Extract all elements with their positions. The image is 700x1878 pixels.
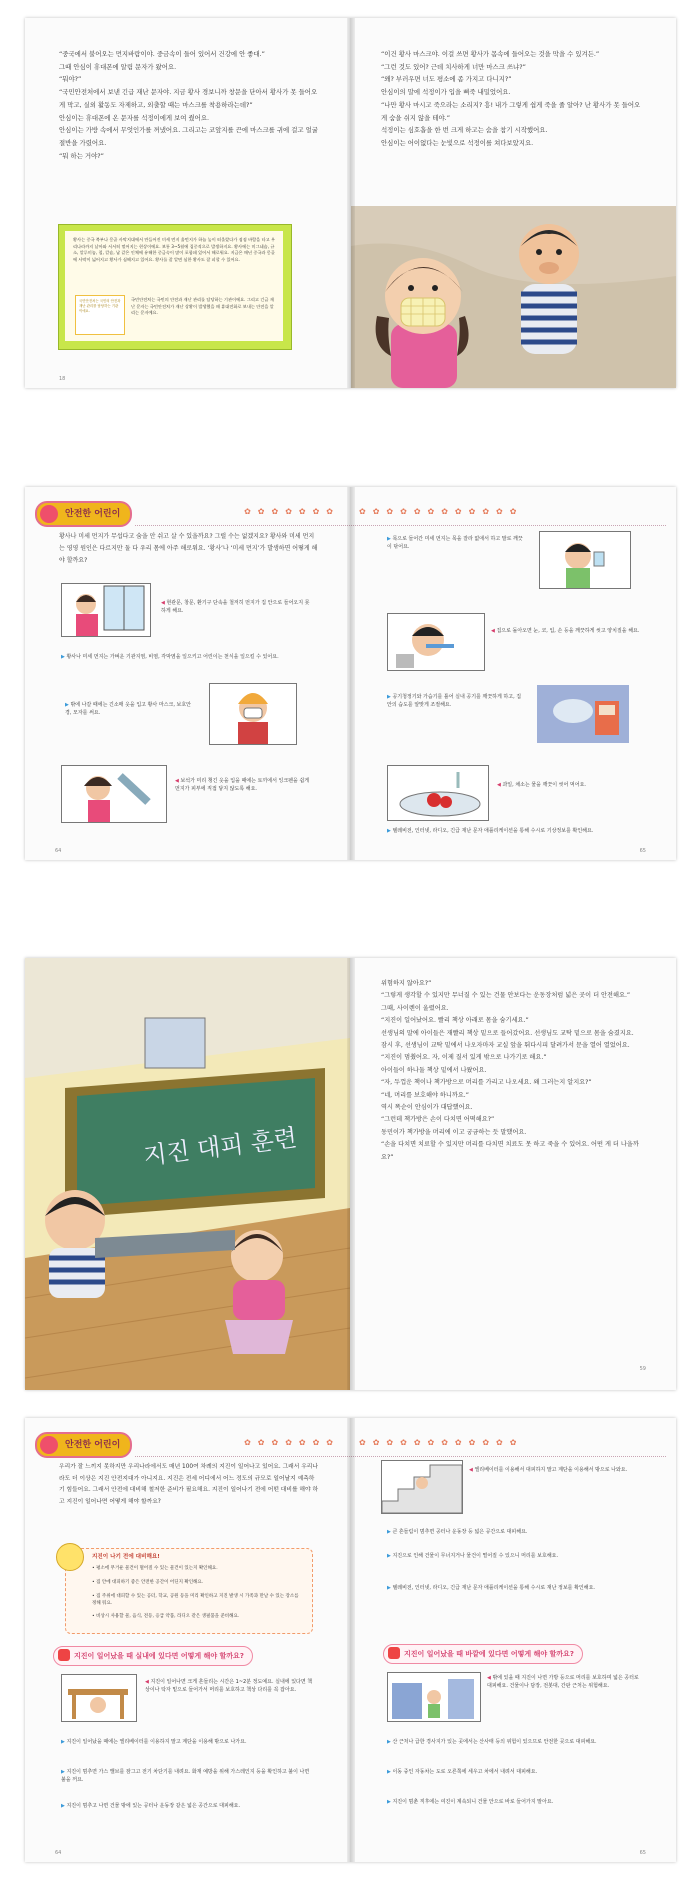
caption-under-desk: ◀ 지진이 일어나면 크게 흔들리는 시간은 1~2분 정도예요. 실내에 있다면 책상이나 탁자 밑으로 들어가서 머리를 보호하고 책상 다리를 꼭 잡아요.: [145, 1679, 313, 1693]
caption-no-elevator: ▶ 지진이 일어났을 때에는 엘리베이터를 이용하지 말고 계단을 이용해 밖으로 나가요.: [61, 1739, 247, 1745]
story-illustration-mask: [351, 206, 676, 388]
paragraph: “그런데 책가방은 손이 다치면 어떡해요?”: [381, 1116, 495, 1124]
paragraph: “이건 황사 마스크야. 이걸 쓰면 황사가 몸속에 들어오는 것을 막을 수 있겨든.”: [381, 50, 600, 58]
caption-stairs: ◀ 엘리베이터를 이용해서 대피하지 말고 계단을 이용해서 밖으로 나와요.: [469, 1467, 628, 1473]
paragraph: 동민이가 책가방을 머리에 이고 궁금하는 듯 말했어요.: [381, 1128, 527, 1136]
book-spread-2: [25, 487, 676, 860]
caption-protect-head: ▶ 지진으로 인해 건물이 무너지거나 물건이 떨어질 수 있으니 머리를 보호해요.: [387, 1553, 559, 1559]
section-header: [25, 495, 350, 523]
illustration-stairs: [381, 1460, 463, 1514]
page-65: [351, 487, 676, 860]
caption-check-news: ▶ 텔레비전, 인터넷, 라디오, 긴급 재난 문자 애플리케이션을 통해 수시로 기상정보를 확인해요.: [387, 828, 594, 834]
caption-wash-fruit: ◀ 과일, 채소는 물을 깨끗이 씻어 먹어요.: [497, 782, 587, 788]
preparation-box-title: 지진이 나기 전에 대비해요!: [92, 1554, 160, 1560]
page-number: 18: [59, 376, 66, 382]
info-note-paper: [65, 231, 283, 341]
section-header-right: [351, 1426, 676, 1454]
paragraph: 안심이의 말에 석정이가 입을 삐죽 내밀었어요.: [381, 88, 511, 97]
section-title: 안전한 어린이: [65, 1440, 121, 1450]
caption-disaster-info: ▶ 텔레비전, 인터넷, 라디오, 긴급 재난 문자 애플리케이션을 통해 수시로 재난 정보를 확인해요.: [387, 1585, 595, 1591]
paragraph: “왜? 부러우면 너도 평소에 좀 가지고 다니지?”: [381, 75, 512, 84]
caption-open-area: ▶ 큰 흔들림이 멈추면 공터나 운동장 등 넓은 공간으로 대피해요.: [387, 1529, 528, 1535]
classroom-earthquake-illustration: [25, 958, 350, 1390]
intro-text: 우리가 잘 느끼지 못하지만 우리나라에서도 매년 100여 차례의 지진이 일어나고 있어요. 그래서 우리나라도 더 이상은 지진 안전지대가 아니지요. 지진은 전세 어디에서 어느 정도의 규모로 일어날지 예측하기 힘들어요. 그래서 안전에 대비해 철저한 준비가 필요해요. 지진이 일어나기 전에 어떤 대비를 해야 하고 지진이 일어나면 어떻게 해야 할까요?: [59, 1464, 319, 1505]
paragraph: 석정이는 심호흡을 한 번 크게 하고는 숨을 참기 시작했어요.: [381, 126, 548, 135]
divider: [135, 525, 350, 526]
section-badge: [35, 501, 132, 527]
boy-illustration: [519, 224, 579, 354]
story-text-earthquake: [381, 978, 643, 1164]
caption-gas-valve: ▶ 지진이 멈추면 가스 밸브를 잠그고 전기 차단기를 내려요. 화재 예방을 위해 가스레인지 등을 확인하고 불이 나면 불을 꺼요.: [61, 1769, 310, 1783]
outdoor-quake-heading: 지진이 일어났을 때 바깥에 있다면 어떻게 해야 할까요?: [383, 1644, 583, 1664]
info-note-text: 황사는 중국 북부나 몽골 사막지대에서 만들어진 미세 먼지 흙먼지가 하늘 높이 떠올랐다가 점점 바람을 타고 우리나라까지 날아와 서서히 떨어지는 현상이에요. 보통 3~5월에 집중적으로 발생하지요. 황사에는 미그네슘, 규소, 알루미늄, 철, 칼슘, 납 같은 인체에 유해한 중금속이 많이 포함돼 있어서 해로워요. 지금은 매년 중국과 몽골에 사막이 넓어지고 황사가 심해지고 있어요. 황사를 잘 알면 심한 황사도 잘 피할 수 있어요.: [73, 237, 276, 262]
divider: [135, 1456, 350, 1457]
caption-shake-clothes: ◀ 보석가 미리 챙긴 옷을 입을 때에는 토끼에서 잉크펜을 쉽게 먼지가 피부에 직접 닿지 않도록 해요.: [175, 778, 310, 792]
page-number: 65: [639, 1850, 646, 1856]
book-gutter: [347, 958, 355, 1390]
decorative-dots: ✿✿✿✿✿✿✿: [244, 507, 340, 516]
info-note-subtext: 국민안전처는 국민의 안전과 재난 관리를 담당하는 기관이에요. 그리고 긴급 재난 문자는 국민안전처가 재난 상황이 발생했을 때 휴대전화로 보내는 안전을 알리는 문자예요.: [131, 297, 274, 316]
preparation-item: • 집 안에 대피하기 좋은 안전한 공간이 어딘지 확인해요.: [92, 1580, 204, 1585]
illustration-wash-fruit: [387, 765, 489, 821]
paragraph: 아이들이 하나둘 책상 밑에서 나왔어요.: [381, 1066, 487, 1074]
page-number: 64: [55, 848, 62, 854]
story-text-left: [59, 48, 321, 162]
caption-car: ▶ 이동 중인 자동차는 도로 오른쪽에 세우고 차에서 내려서 대피해요.: [387, 1769, 538, 1775]
section-header-right: [351, 495, 676, 523]
safety-icon: [40, 1436, 58, 1454]
book-spread-4: [25, 1418, 676, 1862]
paragraph: 그때 안심이 휴대폰에 알림 문자가 왔어요.: [59, 62, 177, 71]
book-gutter: [347, 1418, 355, 1862]
paragraph: “중국에서 불어오는 먼지바람이야. 중금속이 들어 있어서 건강에 안 좋대.”: [59, 50, 265, 58]
caption-landslide: ▶ 산 근처나 급한 경사지가 있는 곳에서는 산사태 등의 위험이 있으므로 안전한 곳으로 대피해요.: [387, 1739, 597, 1745]
paragraph: 그때, 사이렌이 울렸어요.: [381, 1004, 449, 1012]
paragraph: 안심이는 휴대폰에 온 문자를 석정이에게 보여 줬어요.: [59, 113, 210, 122]
page-number: 59: [639, 1366, 646, 1372]
book-spread-3: [25, 958, 676, 1390]
section-badge: [35, 1432, 132, 1458]
preparation-item: • 비상시 사용할 물, 음식, 전등, 응급 약품, 라디오 같은 생필품을 준비해요.: [92, 1614, 240, 1619]
caption-air-purifier: ▶ 공기청정기와 가습기를 틀어 실내 공기를 깨끗하게 하고, 집 안의 습도를 알맞게 조절해요.: [387, 694, 522, 708]
paragraph: “그런 것도 있어? 근데 치사하게 너만 마스크 쓰냐?”: [381, 62, 526, 71]
illustration-humidifier: [537, 685, 629, 743]
illustration-window: [61, 583, 151, 637]
book-gutter: [347, 18, 355, 388]
divider: [351, 525, 666, 526]
caption-dust-harm: ▶ 황사나 미세 먼지는 가벼운 기관지염, 비염, 각막염을 일으키고 어린이는 천식을 일으킬 수 있어요.: [61, 654, 279, 660]
page-number: 65: [639, 848, 646, 854]
safety-icon: [40, 505, 58, 523]
caption-aftershock: ▶ 지진이 멈춘 직후에는 여진이 계속되니 건물 안으로 바로 들어가지 말아요.: [387, 1799, 554, 1805]
preparation-item: • 집 주위에 대피할 수 있는 공터, 학교, 공원 등을 미리 확인하고 지진 발생 시 가족과 만날 수 있는 장소를 정해 둬요.: [92, 1594, 299, 1606]
section-title: 안전한 어린이: [65, 509, 121, 519]
page-65-earthquake: [351, 1418, 676, 1862]
page-18: [25, 18, 350, 388]
decorative-dots: ✿✿✿✿✿✿✿✿✿✿✿✿: [359, 1438, 524, 1447]
decorative-dots: ✿✿✿✿✿✿✿✿✿✿✿✿: [359, 507, 524, 516]
paragraph: “네, 머리를 보호해야 하니까요.”: [381, 1091, 469, 1099]
page-19: [351, 18, 676, 388]
indoor-quake-heading: 지진이 일어났을 때 실내에 있다면 어떻게 해야 할까요?: [53, 1646, 253, 1666]
caption-close-windows: ◀ 현관문, 창문, 환기구 단속을 철저히 먼지가 집 안으로 들어오지 못하게 해요.: [161, 600, 310, 614]
story-text-right: [381, 48, 643, 150]
intro-text: 황사나 미세 먼지가 무섭다고 숨을 안 쉬고 살 수 있을까요? 그럴 수는 없겠지요? 황사와 미세 먼지는 영영 원인은 다르지만 둘 다 우리 몸에 아주 해로워요. ‘황사’나 ‘미세 먼지’가 발생하면 어떻게 해야 할까요?: [59, 533, 318, 564]
section-header: [25, 1426, 350, 1454]
illustration-shake-clothes: [61, 765, 167, 823]
page-number: 64: [55, 1850, 62, 1856]
paragraph: “나만 황사 마시고 죽으라는 소리지? 흥! 내가 그렇게 쉽게 죽을 줄 알아? 난 황사가 못 들어오게 숨을 쉬지 않을 테야.”: [381, 100, 641, 122]
info-note-box: [58, 224, 292, 350]
caption-wash: ◀ 집으로 돌아오면 눈, 코, 입, 손 등을 깨끗하게 씻고 양치질을 해요.: [491, 628, 640, 634]
caption-evacuate: ▶ 지진이 멈추고 나면 건물 밖에 있는 공터나 운동장 같은 넓은 공간으로 대피해요.: [61, 1803, 241, 1809]
caption-outdoor-evacuate: ◀ 밖에 있을 때 지진이 나면 가방 등으로 머리를 보호하며 넓은 공터로 대피해요. 건물이나 담장, 전봇대, 간판 근처는 위험해요.: [487, 1675, 639, 1689]
preparation-item: • 평소에 무거운 물건이 떨어질 수 있는 물건이 있는지 확인해요.: [92, 1566, 218, 1571]
paragraph: 선생님의 말에 아이들은 재빨리 책상 밑으로 들어갔어요. 선생님도 교탁 밑으로 몸을 숨겼지요.: [381, 1029, 634, 1037]
paragraph: 잠시 후, 선생님이 교탁 밑에서 나오자마자 교실 앞을 뛰다시피 달려가서 문을 열어 열었어요.: [381, 1042, 630, 1050]
page-64: [25, 487, 350, 860]
preparation-box-icon: [56, 1543, 84, 1571]
paragraph: “지진이 일어났어요. 빨리 책상 아래로 몸을 숨기세요.”: [381, 1017, 529, 1025]
illustration-outdoor: [387, 1672, 481, 1722]
paragraph: “그렇게 생각할 수 있지만 무너질 수 있는 건물 안보다는 운동장처럼 넓은 곳이 더 안전해요.”: [381, 992, 631, 1000]
blackboard-text: 지진 대피 훈련: [141, 1123, 299, 1171]
paragraph: 위험하지 않아요?”: [381, 980, 432, 987]
page-58-illustration: [25, 958, 350, 1390]
page-59: [351, 958, 676, 1390]
page-64-earthquake: [25, 1418, 350, 1862]
book-gutter: [347, 487, 355, 860]
illustration-under-desk: [61, 1674, 137, 1722]
phone-card-text: 국민안전처는 국민의 안전과 재난 관리를 담당하는 기관이에요.: [79, 299, 121, 313]
caption-rinse-mouth: ▶ 목으로 들어간 미세 먼지는 목을 잘라 없애서 하고 말로 깨끗이 닦어요.: [387, 536, 523, 550]
paragraph: “국민안전처에서 보낸 긴급 재난 문자야. 지금 황사 경보니까 창문을 단아서 황사가 못 들어오게 막고, 실외 활동도 자제하고, 외출할 때는 마스크를 착용하라는데?”: [59, 88, 318, 109]
preparation-box: [65, 1548, 313, 1634]
paragraph: “자, 두껍운 책이나 책가방으로 머리를 가리고 나오세요. 왜 그러는지 알지요?”: [381, 1079, 592, 1087]
paragraph: “뭐야?”: [59, 75, 82, 84]
paragraph: “뭐 하는 거야?”: [59, 151, 104, 160]
paragraph: “지진이 멈췄어요. 자, 이제 질서 있게 밖으로 나가기로 해요.”: [381, 1054, 547, 1062]
paragraph: “손을 다치면 치료할 수 있지만 머리를 다치면 치료도 못 하고 죽을 수 있어요. 어떤 게 더 나을까요?”: [381, 1141, 639, 1161]
paragraph: 역시 똑순이 안심이가 대답했어요.: [381, 1104, 473, 1112]
illustration-brush-teeth: [387, 613, 485, 671]
phone-card: [75, 295, 125, 335]
fire-extinguisher-icon: [388, 1647, 400, 1659]
divider: [351, 1456, 666, 1457]
book-spread-1: [25, 18, 676, 388]
illustration-gargle: [539, 531, 631, 589]
illustration-mask-kid: [209, 683, 297, 745]
paragraph: 안심이는 어이없다는 눈빛으로 석정이를 쳐다보았지요.: [381, 138, 534, 147]
paragraph: 안심이는 가방 속에서 무엇인가를 꺼냈어요. 그리고는 코앞지를 끈에 마스크를 귀에 걸고 얼굴 절반을 가렸어요.: [59, 126, 318, 147]
decorative-dots: ✿✿✿✿✿✿✿: [244, 1438, 340, 1447]
fire-extinguisher-icon: [58, 1649, 70, 1661]
caption-go-outside: ▶ 밖에 나갈 때에는 긴소매 옷을 입고 황사 마스크, 보호안경, 모자를 써요.: [65, 702, 192, 716]
